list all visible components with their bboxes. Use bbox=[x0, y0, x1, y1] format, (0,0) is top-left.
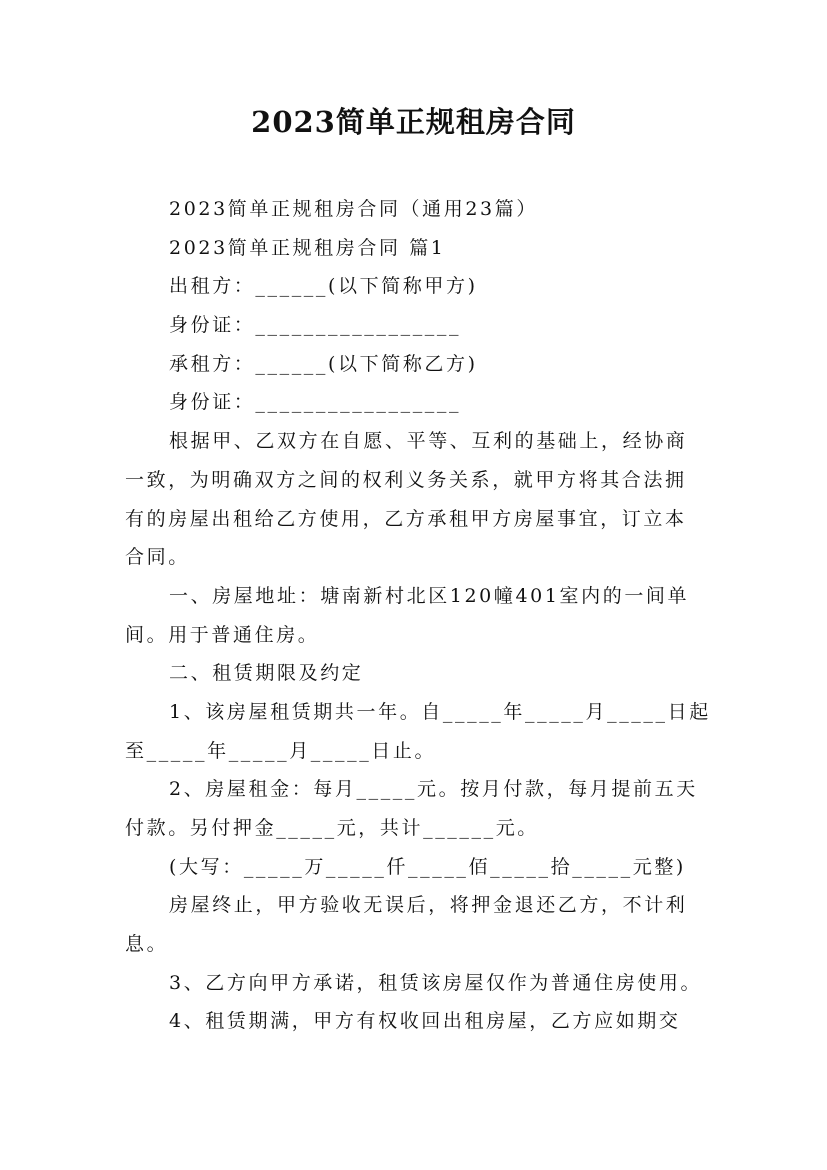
text-line: 2023简单正规租房合同（通用23篇） bbox=[169, 198, 538, 220]
text-line: 合同。 bbox=[125, 546, 190, 569]
text-line: 2023简单正规租房合同 篇1 bbox=[169, 236, 446, 259]
document-title: 2023简单正规租房合同 bbox=[251, 105, 576, 139]
text-line: 3、乙方向甲方承诺，租赁该房屋仅作为普通住房使用。 bbox=[169, 971, 703, 994]
text-line: 一、房屋地址：塘南新村北区120幢401室内的一间单 bbox=[169, 584, 690, 607]
text-line: 出租方：______(以下简称甲方) bbox=[169, 275, 478, 298]
text-line: 身份证：_________________ bbox=[169, 314, 462, 337]
text-line: 房屋终止，甲方验收无误后，将押金退还乙方，不计利 bbox=[169, 894, 688, 917]
text-line: 2、房屋租金：每月_____元。按月付款，每月提前五天 bbox=[169, 778, 698, 801]
document-body bbox=[125, 190, 715, 1041]
text-line: 有的房屋出租给乙方使用，乙方承租甲方房屋事宜，订立本 bbox=[125, 507, 687, 530]
text-line: 至_____年_____月_____日止。 bbox=[125, 739, 437, 762]
text-line: 承租方：______(以下简称乙方) bbox=[169, 352, 478, 375]
text-line: 二、租赁期限及约定 bbox=[169, 662, 364, 685]
text-line: 一致，为明确双方之间的权利义务关系，就甲方将其合法拥 bbox=[125, 468, 687, 491]
text-line: 1、该房屋租赁期共一年。自_____年_____月_____日起 bbox=[169, 700, 711, 723]
text-line: (大写：_____万_____仟_____佰_____拾_____元整) bbox=[169, 855, 686, 878]
text-line: 间。用于普通住房。 bbox=[125, 623, 320, 646]
text-line: 身份证：_________________ bbox=[169, 391, 462, 414]
text-line: 根据甲、乙双方在自愿、平等、互利的基础上，经协商 bbox=[169, 430, 688, 453]
text-line: 4、租赁期满，甲方有权收回出租房屋，乙方应如期交 bbox=[169, 1010, 681, 1033]
text-line: 息。 bbox=[125, 933, 169, 956]
text-line: 付款。另付押金_____元，共计______元。 bbox=[125, 817, 539, 839]
